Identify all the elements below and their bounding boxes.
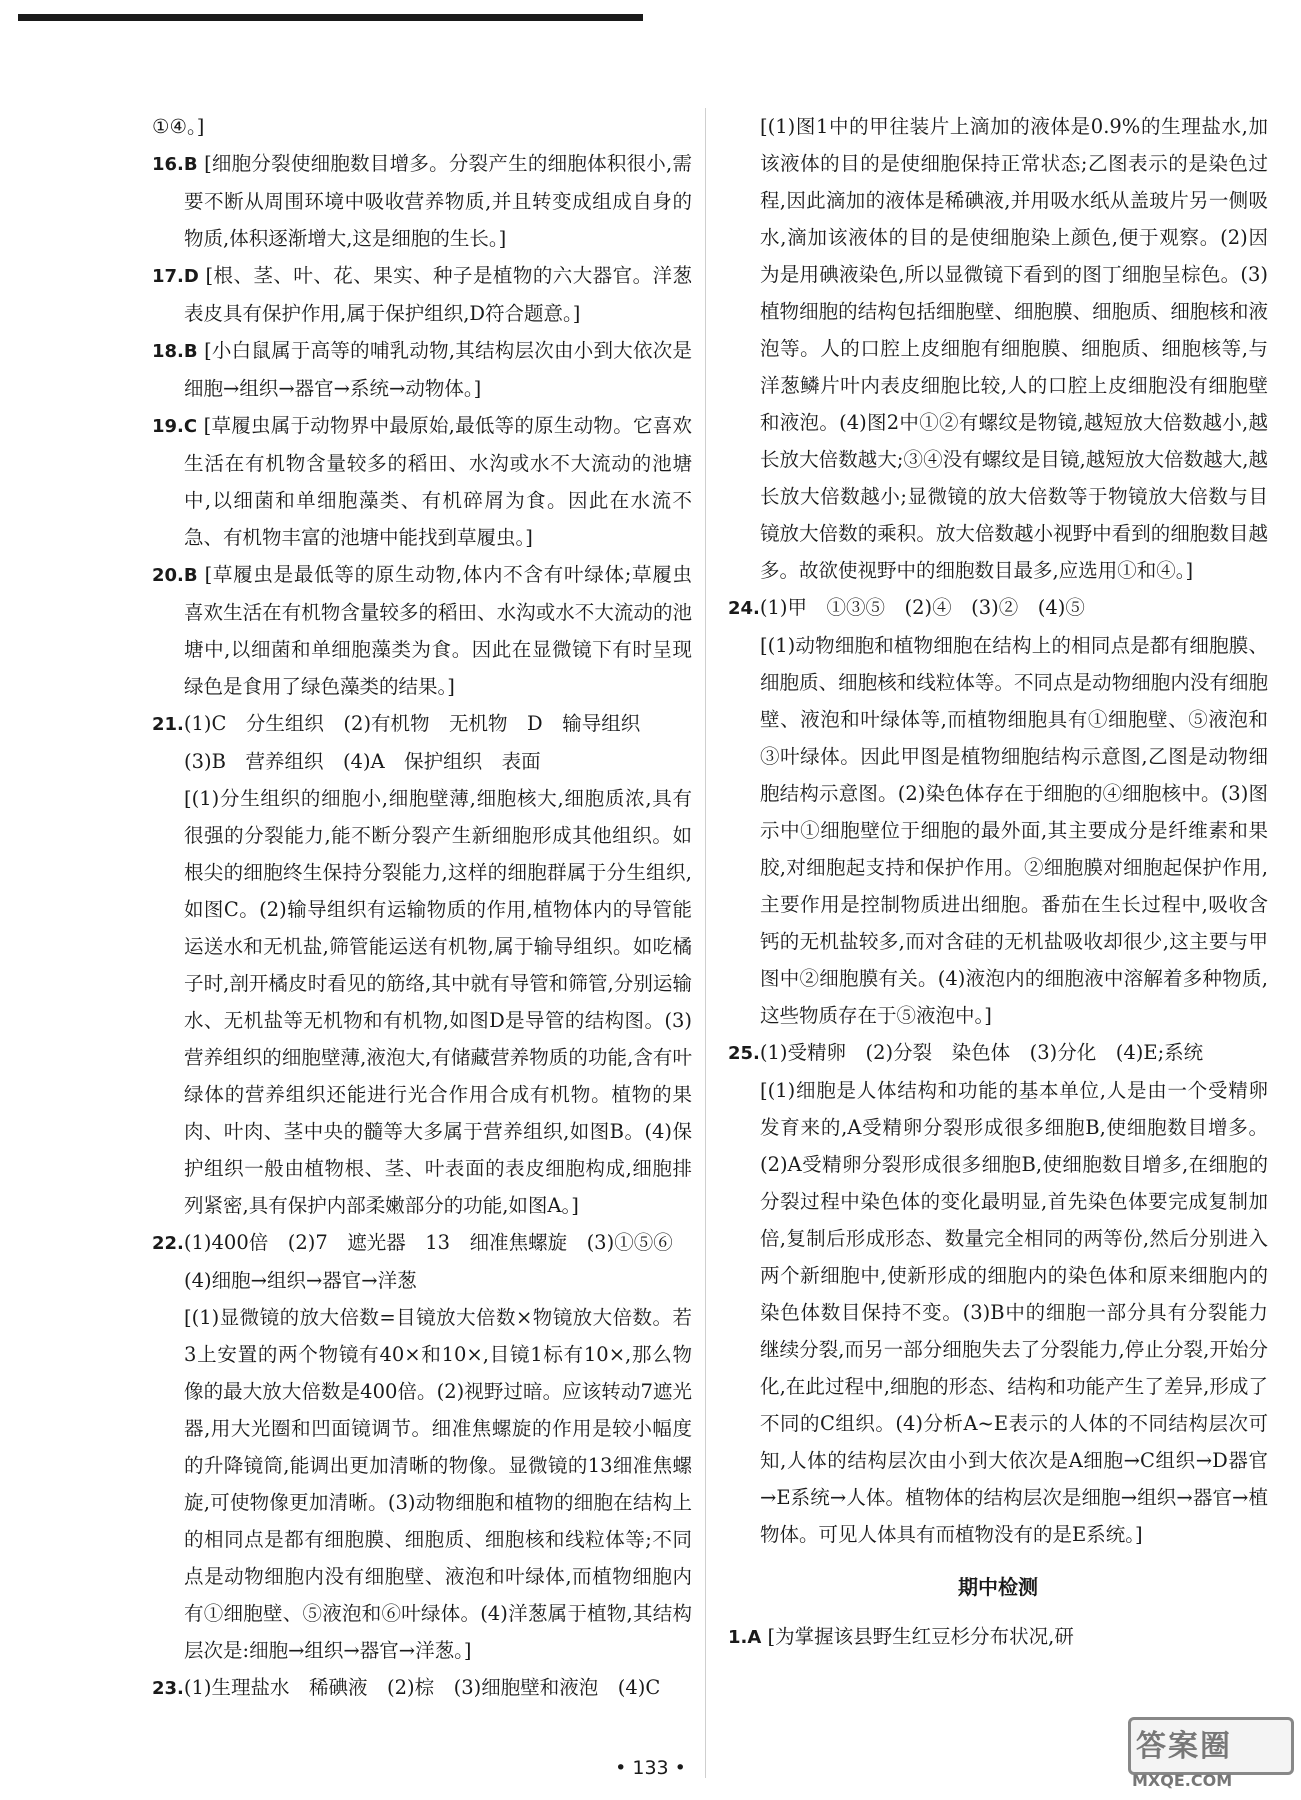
top-rule <box>18 14 643 21</box>
answer-item-17: 17.D [根、茎、叶、花、果实、种子是植物的六大器官。洋葱表皮具有保护作用,属于保护组织,D符合题意。] <box>152 264 692 325</box>
answer-continuation: ①④。] <box>152 115 205 138</box>
answer-item-16: 16.B [细胞分裂使细胞数目增多。分裂产生的细胞体积很小,需要不断从周围环境中吸收营养物质,并且转变成组成自身的物质,体积逐渐增大,这是细胞的生长。] <box>152 152 692 250</box>
column-divider <box>705 108 706 1778</box>
answer-item-21-line2: (3)B 营养组织 (4)A 保护组织 表面 <box>184 750 541 773</box>
answer-item-22-explanation: [(1)显微镜的放大倍数=目镜放大倍数×物镜放大倍数。若3上安置的两个物镜有40×和10×,目镜1标有10×,那么物像的最大放大倍数是400倍。(2)视野过暗。应该转动7遮光器,用大光圈和凹面镜调节。细准焦螺旋的作用是较小幅度的升降镜筒,能调出更加清晰的物像。显微镜的13细准焦螺旋,可使物像更加清晰。(3)动物细胞和植物的细胞在结构上的相同点是都有细胞膜、细胞质、细胞核和线粒体等;不同点是动物细胞内没有细胞壁、液泡和叶绿体,而植物细胞内有①细胞壁、⑤液泡和⑥叶绿体。(4)洋葱属于植物,其结构层次是:细胞→组织→器官→洋葱。] <box>184 1306 692 1662</box>
section-title: 期中检测 <box>958 1575 1038 1599</box>
watermark-sub-text: MXQE.COM <box>1132 1771 1233 1790</box>
answer-item-19: 19.C [草履虫属于动物界中最原始,最低等的原生动物。它喜欢生活在有机物含量较多的稻田、水沟或水不大流动的池塘中,以细菌和单细胞藻类、有机碎屑为食。因此在水流不急、有机物丰富的池塘中能找到草履虫。] <box>152 414 692 549</box>
midterm-item-1: 1.A [为掌握该县野生红豆杉分布状况,研 <box>728 1625 1074 1648</box>
left-column <box>152 108 692 1707</box>
answer-item-21: 21.(1)C 分生组织 (2)有机物 无机物 D 输导组织 <box>152 712 641 735</box>
answer-item-25: 25.(1)受精卵 (2)分裂 染色体 (3)分化 (4)E;系统 <box>728 1041 1204 1064</box>
watermark-logo <box>1128 1717 1296 1795</box>
right-column <box>728 108 1268 1656</box>
watermark-main-text: 答案圈 <box>1136 1729 1232 1764</box>
answer-item-18: 18.B [小白鼠属于高等的哺乳动物,其结构层次由小到大依次是细胞→组织→器官→系统→动物体。] <box>152 339 692 400</box>
answer-item-22-line2: (4)细胞→组织→器官→洋葱 <box>184 1269 417 1292</box>
answer-item-25-explanation: [(1)细胞是人体结构和功能的基本单位,人是由一个受精卵发育来的,A受精卵分裂形成很多细胞B,使细胞数目增多。(2)A受精卵分裂形成很多细胞B,使细胞数目增多,在细胞的分裂过程中染色体的变化最明显,首先染色体要完成复制加倍,复制后形成形态、数量完全相同的两等份,然后分别进入两个新细胞中,使新形成的细胞内的染色体和原来细胞内的染色体数目保持不变。(3)B中的细胞一部分具有分裂能力继续分裂,而另一部分细胞失去了分裂能力,停止分裂,开始分化,在此过程中,细胞的形态、结构和功能产生了差异,形成了不同的C组织。(4)分析A~E表示的人体的不同结构层次可知,人体的结构层次由小到大依次是A细胞→C组织→D器官→E系统→人体。植物体的结构层次是细胞→组织→器官→植物体。可见人体具有而植物没有的是E系统。] <box>760 1079 1268 1546</box>
page-number: • 133 • <box>615 1757 686 1779</box>
answer-item-21-explanation: [(1)分生组织的细胞小,细胞壁薄,细胞核大,细胞质浓,具有很强的分裂能力,能不断分裂产生新细胞形成其他组织。如根尖的细胞终生保持分裂能力,这样的细胞群属于分生组织,如图C。(2)输导组织有运输物质的作用,植物体内的导管能运送水和无机盐,筛管能运送有机物,属于输导组织。如吃橘子时,剖开橘皮时看见的筋络,其中就有导管和筛管,分别运输水、无机盐等无机物和有机物,如图D是导管的结构图。(3)营养组织的细胞壁薄,液泡大,有储藏营养物质的功能,含有叶绿体的营养组织还能进行光合作用合成有机物。植物的果肉、叶肉、茎中央的髓等大多属于营养组织,如图B。(4)保护组织一般由植物根、茎、叶表面的表皮细胞构成,细胞排列紧密,具有保护内部柔嫩部分的功能,如图A。] <box>184 787 692 1217</box>
answer-item-23: 23.(1)生理盐水 稀碘液 (2)棕 (3)细胞壁和液泡 (4)C <box>152 1676 661 1699</box>
answer-item-22: 22.(1)400倍 (2)7 遮光器 13 细准焦螺旋 (3)①⑤⑥ <box>152 1231 673 1254</box>
answer-item-24: 24.(1)甲 ①③⑤ (2)④ (3)② (4)⑤ <box>728 596 1085 619</box>
answer-item-20: 20.B [草履虫是最低等的原生动物,体内不含有叶绿体;草履虫喜欢生活在有机物含量较多的稻田、水沟或水不大流动的池塘中,以细菌和单细胞藻类为食。因此在显微镜下有时呈现绿色是食用了绿色藻类的结果。] <box>152 563 692 698</box>
answer-item-23-explanation: [(1)图1中的甲往装片上滴加的液体是0.9%的生理盐水,加该液体的目的是使细胞保持正常状态;乙图表示的是染色过程,因此滴加的液体是稀碘液,并用吸水纸从盖玻片另一侧吸水,滴加该液体的目的是使细胞染上颜色,便于观察。(2)因为是用碘液染色,所以显微镜下看到的图丁细胞呈棕色。(3)植物细胞的结构包括细胞壁、细胞膜、细胞质、细胞核和液泡等。人的口腔上皮细胞有细胞膜、细胞质、细胞核等,与洋葱鳞片叶内表皮细胞比较,人的口腔上皮细胞没有细胞壁和液泡。(4)图2中①②有螺纹是物镜,越短放大倍数越小,越长放大倍数越大;③④没有螺纹是目镜,越短放大倍数越大,越长放大倍数越小;显微镜的放大倍数等于物镜放大倍数与目镜放大倍数的乘积。放大倍数越小视野中看到的细胞数目越多。故欲使视野中的细胞数目最多,应选用①和④。] <box>760 115 1268 582</box>
answer-item-24-explanation: [(1)动物细胞和植物细胞在结构上的相同点是都有细胞膜、细胞质、细胞核和线粒体等。不同点是动物细胞内没有细胞壁、液泡和叶绿体等,而植物细胞具有①细胞壁、⑤液泡和③叶绿体。因此甲图是植物细胞结构示意图,乙图是动物细胞结构示意图。(2)染色体存在于细胞的④细胞核中。(3)图示中①细胞壁位于细胞的最外面,其主要成分是纤维素和果胶,对细胞起支持和保护作用。②细胞膜对细胞起保护作用,主要作用是控制物质进出细胞。番茄在生长过程中,吸收含钙的无机盐较多,而对含硅的无机盐吸收却很少,这主要与甲图中②细胞膜有关。(4)液泡内的细胞液中溶解着多种物质,这些物质存在于⑤液泡中。] <box>760 634 1268 1027</box>
